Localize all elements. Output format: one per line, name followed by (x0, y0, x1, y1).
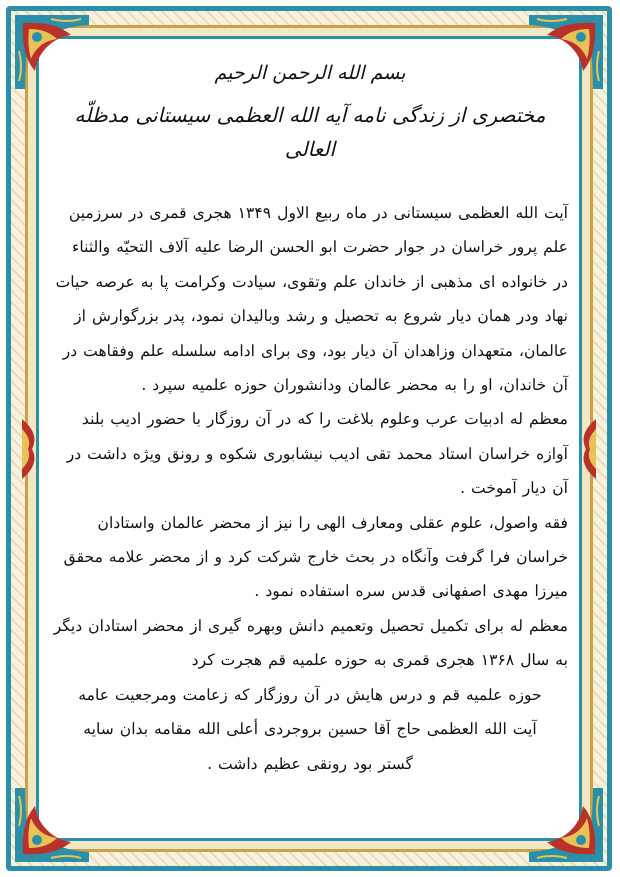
closing-line: آیت الله العظمی حاج آقا حسین بروجردی أعلی الله مقامه بدان سایه (83, 720, 537, 739)
page-title: مختصری از زندگی نامه آیه الله العظمی سیستانی مدظلّه العالی (74, 103, 546, 161)
paragraph: معظم له ادبیات عرب وعلوم بلاغت را که در آن روزگار با حضور ادیب بلند آوازه خراسان استاد محمد تقی ادیب نیشابوری شکوه و رونق ویژه داشت در آن دیار آموخت . (66, 410, 568, 498)
paragraph: فقه واصول، علوم عقلی ومعارف الهی را نیز از محضر عالمان واستادان خراسان فرا گرفت وآنگاه در بحث خارج شرکت کرد و از محضر علامه محقق میرزا مهدی اصفهانی قدس سره استفاده نمود . (63, 513, 568, 601)
bismillah-heading: بسم الله الرحمن الرحیم (214, 62, 406, 84)
paragraph: معظم له برای تکمیل تحصیل وتعمیم دانش وبهره گیری از محضر استادان دیگر به سال ۱۳۶۸ هجری قمری به حوزه علمیه قم هجرت کرد (53, 616, 568, 670)
closing-line: حوزه علمیه قم و درس هایش در آن روزگار که زعامت ومرجعیت عامه (78, 685, 542, 704)
paragraph: آیت الله العظمی سیستانی در ماه ربیع الاول ۱۳۴۹ هجری قمری در سرزمین علم پرور خراسان در جوار حضرت ابو الحسن الرضا علیه آلاف التحیّه والثناء در خانواده ای مذهبی از خاندان علم وتقوی، سیادت وکرامت پا به عرصه حیات نهاد ودر همان دیار شروع به تحصیل و رشد وبالیدان نمود، پدر بزرگوارش از عالمان، متعهدان وزاهدان آن دیار بود، وی برای ادامه سلسله علم وفقاهت در آن خاندان، او را به محضر عالمان ودانشوران حوزه علمیه سپرد . (55, 204, 568, 395)
biography-text (52, 196, 568, 781)
closing-line: گستر بود رونقی عظیم داشت . (207, 754, 413, 773)
document-content (52, 52, 568, 837)
side-arabesque-icon (20, 419, 42, 479)
side-arabesque-icon (576, 419, 598, 479)
